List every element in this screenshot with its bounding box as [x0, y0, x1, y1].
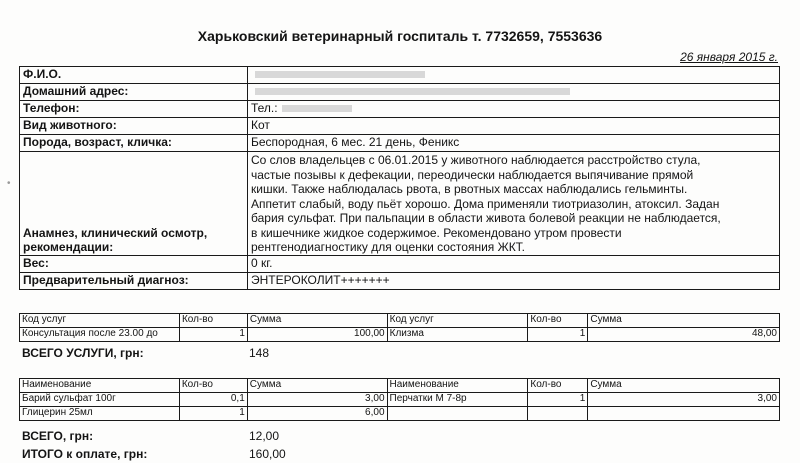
row-weight [20, 255, 780, 272]
table-cell: 48,00 [588, 328, 780, 342]
animal-value: Кот [248, 118, 780, 135]
table-cell: 1 [528, 328, 588, 342]
column-header: Кол-во [179, 314, 247, 328]
column-header: Кол-во [528, 379, 588, 393]
animal-label: Вид животного: [20, 118, 248, 135]
breed-value: Беспородная, 6 мес. 21 день, Феникс [248, 135, 780, 152]
services-total-label: ВСЕГО УСЛУГИ, грн: [22, 346, 144, 360]
column-header: Код услуг [387, 314, 528, 328]
goods-header-row [20, 379, 780, 393]
breed-label: Порода, возраст, кличка: [20, 135, 248, 152]
table-cell: 0,1 [179, 393, 247, 407]
diagnosis-label: Предварительный диагноз: [20, 272, 248, 289]
document-date: 26 января 2015 г. [680, 50, 778, 64]
table-cell: Барий сульфат 100г [20, 393, 180, 407]
column-header: Сумма [588, 379, 780, 393]
anamnesis-label: Анамнез, клинический осмотр, рекомендации: [20, 152, 248, 256]
table-cell: Глицерин 25мл [20, 407, 180, 421]
grand-total-value: 160,00 [249, 447, 286, 461]
redacted-mark [255, 88, 570, 95]
anamnesis-line: рентгенодиагностику для оценки состояния ЖКТ. [251, 240, 526, 254]
column-header: Кол-во [179, 379, 247, 393]
grand-total-label: ИТОГО к оплате, грн: [22, 447, 148, 461]
services-table [19, 313, 780, 342]
anamnesis-line: Аппетит слабый, воду пьёт хорошо. Дома применяли тиотриазолин, атоксил. Задан [251, 196, 720, 211]
weight-value: 0 кг. [248, 255, 780, 272]
table-row [20, 393, 780, 407]
address-value [248, 84, 780, 101]
row-fio [20, 67, 780, 84]
redacted-mark [255, 71, 425, 78]
table-cell: 1 [528, 393, 588, 407]
fio-label: Ф.И.О. [20, 67, 248, 84]
table-cell [387, 407, 528, 421]
goods-table [19, 378, 780, 421]
anamnesis-value [248, 152, 780, 256]
anamnesis-line: Со слов владельцев с 06.01.2015 у животного наблюдается расстройство стула, [251, 153, 701, 167]
column-header: Сумма [588, 314, 780, 328]
row-animal [20, 118, 780, 135]
services-header-row [20, 314, 780, 328]
table-cell: 1 [179, 328, 247, 342]
column-header: Наименование [387, 379, 528, 393]
column-header: Сумма [247, 314, 387, 328]
table-cell [588, 407, 780, 421]
goods-total-value: 12,00 [249, 429, 280, 443]
row-address [20, 84, 780, 101]
column-header: Наименование [20, 379, 180, 393]
redacted-mark [282, 105, 352, 112]
table-cell: 3,00 [588, 393, 780, 407]
table-row [20, 328, 780, 342]
scan-mark: • [7, 178, 11, 189]
table-row [20, 407, 780, 421]
table-cell: 6,00 [247, 407, 387, 421]
anamnesis-line: частые позывы к дефекации, переодически наблюдается выпячивание прямой [251, 167, 694, 182]
anamnesis-line: в кишечнике жидкое содержимое. Рекомендовано утром провести [251, 225, 622, 240]
services-total-value: 148 [249, 346, 270, 360]
column-header: Кол-во [528, 314, 588, 328]
table-cell: Клизма [387, 328, 528, 342]
table-cell: Перчатки М 7-8р [387, 393, 528, 407]
weight-label: Вес: [20, 255, 248, 272]
table-cell: 100,00 [247, 328, 387, 342]
phone-value: Тел.: [248, 101, 780, 118]
diagnosis-value: ЭНТЕРОКОЛИТ+++++++ [248, 272, 780, 289]
row-diagnosis [20, 272, 780, 289]
fio-value [248, 67, 780, 84]
goods-total-label: ВСЕГО, грн: [22, 429, 94, 443]
phone-label: Телефон: [20, 101, 248, 118]
column-header: Сумма [247, 379, 387, 393]
table-cell: 1 [179, 407, 247, 421]
anamnesis-line: кишки. Также наблюдалась рвота, в рвотных массах наблюдались гельминты. [251, 182, 688, 196]
row-anamnesis [20, 152, 780, 256]
table-cell: 3,00 [247, 393, 387, 407]
row-breed [20, 135, 780, 152]
table-cell [528, 407, 588, 421]
row-phone [20, 101, 780, 118]
column-header: Код услуг [20, 314, 180, 328]
patient-info-table [19, 66, 780, 290]
table-cell: Консультация после 23.00 до [20, 328, 180, 342]
address-label: Домашний адрес: [20, 84, 248, 101]
document-title: Харьковский ветеринарный госпиталь т. 7732659, 7553636 [197, 28, 603, 44]
anamnesis-line: бария сульфат. При пальпации в области живота болевой реакции не наблюдается, [251, 211, 721, 225]
